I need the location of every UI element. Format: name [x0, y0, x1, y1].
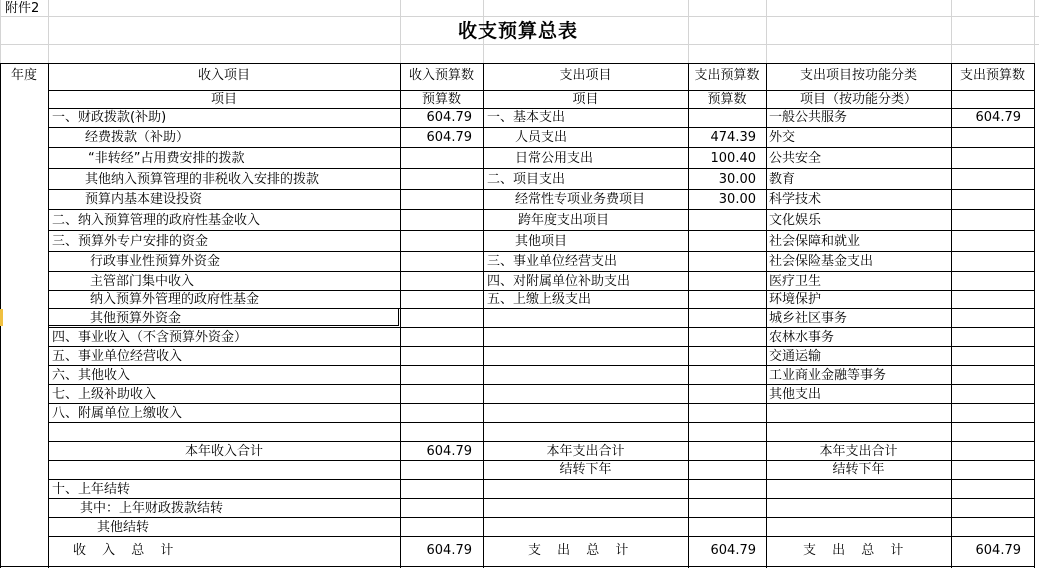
- table-border: [48, 384, 1035, 385]
- income-row-label: 三、预算外专户安排的资金: [52, 234, 209, 249]
- income-grand-total-value: 604.79: [426, 543, 472, 558]
- income-row-label: 预算内基本建设投资: [85, 192, 203, 207]
- func-row-label: 社会保险基金支出: [769, 254, 874, 269]
- func-row-label: 文化娱乐: [769, 213, 822, 228]
- subheader-expense-budget: 预算数: [707, 92, 747, 107]
- header-func-item: 支出项目按功能分类: [799, 68, 917, 83]
- subheader-expense-item: 项目: [572, 92, 599, 107]
- expense-row-label: 一、基本支出: [487, 110, 566, 125]
- func-row-label: 外交: [769, 130, 796, 145]
- table-border: [48, 441, 1035, 442]
- income-row-label: 其他预算外资金: [90, 311, 182, 326]
- expense-row-label: 其他项目: [515, 234, 568, 249]
- expense-grand-total-label: 支 出 总 计: [528, 543, 629, 558]
- expense-row-label: 四、对附属单位补助支出: [487, 274, 631, 289]
- income-year-total-label: 本年收入合计: [184, 444, 263, 459]
- func-row-label: 公共安全: [769, 151, 822, 166]
- income-row-label: 六、其他收入: [52, 368, 131, 383]
- header-func-budget: 支出预算数: [959, 68, 1025, 83]
- table-border: [766, 63, 767, 568]
- table-border: [48, 230, 1035, 231]
- table-border: [48, 536, 1035, 537]
- income-row-label: 七、上级补助收入: [52, 387, 157, 402]
- carryover-fiscal: 其中：上年财政拨款结转: [80, 501, 224, 516]
- expense-row-value: 474.39: [710, 130, 756, 145]
- table-border: [951, 63, 952, 568]
- expense-row-label: 人员支出: [515, 130, 568, 145]
- table-border: [48, 189, 1035, 190]
- expense-row-value: 100.40: [710, 151, 756, 166]
- expense-row-label: 二、项目支出: [487, 172, 566, 187]
- income-row-label: 主管部门集中收入: [90, 274, 195, 289]
- income-row-label: 经费拨款（补助）: [85, 130, 190, 145]
- func-row-label: 交通运输: [769, 349, 822, 364]
- income-year-total-value: 604.79: [426, 444, 472, 459]
- income-row-label: 一、财政拨款(补助): [52, 110, 167, 125]
- expense-grand-total-value: 604.79: [710, 543, 756, 558]
- income-row-value: 604.79: [426, 110, 472, 125]
- table-border: [48, 517, 1035, 518]
- income-row-label: “非转经”占用费安排的拨款: [88, 151, 245, 166]
- func-row-label: 城乡社区事务: [769, 311, 848, 326]
- income-row-label: 五、事业单位经营收入: [52, 349, 183, 364]
- func-carryforward-label: 结转下年: [832, 462, 885, 477]
- func-row-label: 科学技术: [769, 192, 822, 207]
- header-year: 年度: [10, 68, 37, 83]
- expense-carryforward-label: 结转下年: [559, 462, 612, 477]
- row-selection-marker: [0, 309, 3, 326]
- table-border: [0, 566, 1035, 567]
- expense-row-label: 经常性专项业务费项目: [515, 192, 646, 207]
- subheader-income-budget: 预算数: [421, 92, 461, 107]
- table-border: [0, 63, 1035, 64]
- subheader-income-item: 项目: [210, 92, 237, 107]
- expense-row-label: 三、事业单位经营支出: [487, 254, 618, 269]
- header-income-budget: 收入预算数: [408, 68, 474, 83]
- func-row-label: 一般公共服务: [769, 110, 848, 125]
- header-expense-budget: 支出预算数: [694, 68, 760, 83]
- func-row-label: 农林水事务: [769, 330, 835, 345]
- expense-row-label: 日常公用支出: [515, 151, 594, 166]
- expense-row-value: 30.00: [718, 172, 756, 187]
- table-border: [48, 498, 1035, 499]
- table-border: [48, 147, 1035, 148]
- expense-row-label: 跨年度支出项目: [518, 213, 610, 228]
- func-row-label: 其他支出: [769, 387, 822, 402]
- page-title: 收支预算总表: [457, 20, 578, 42]
- income-row-label: 其他纳入预算管理的非税收入安排的拨款: [85, 172, 320, 187]
- func-row-value: 604.79: [975, 110, 1021, 125]
- table-border: [48, 346, 1035, 347]
- income-row-value: 604.79: [426, 130, 472, 145]
- table-border: [48, 271, 1035, 272]
- func-grand-total-label: 支 出 总 计: [803, 543, 904, 558]
- func-year-total-label: 本年支出合计: [819, 444, 898, 459]
- income-grand-total-label: 收 入 总 计: [73, 543, 174, 558]
- subheader-func-item: 项目（按功能分类）: [799, 92, 917, 107]
- income-row-label: 八、附属单位上缴收入: [52, 406, 183, 421]
- table-border: [48, 365, 1035, 366]
- expense-row-label: 五、上缴上级支出: [487, 292, 592, 307]
- expense-year-total-label: 本年支出合计: [546, 444, 625, 459]
- carryover-last-year: 十、上年结转: [52, 482, 131, 497]
- header-expense-item: 支出项目: [559, 68, 612, 83]
- func-row-label: 社会保障和就业: [769, 234, 861, 249]
- income-row-label: 二、纳入预算管理的政府性基金收入: [52, 213, 261, 228]
- func-row-label: 医疗卫生: [769, 274, 822, 289]
- func-grand-total-value: 604.79: [975, 543, 1021, 558]
- income-row-label: 四、事业收入（不含预算外资金）: [52, 330, 248, 345]
- table-border: [1034, 63, 1035, 568]
- func-row-label: 环境保护: [769, 292, 822, 307]
- income-row-label: 行政事业性预算外资金: [90, 254, 221, 269]
- table-border: [48, 479, 1035, 480]
- table-border: [48, 168, 1035, 169]
- table-border: [48, 251, 1035, 252]
- income-row-label: 纳入预算外管理的政府性基金: [90, 292, 260, 307]
- func-row-label: 教育: [769, 172, 796, 187]
- table-border: [48, 127, 1035, 128]
- table-border: [48, 403, 1035, 404]
- attachment-label: 附件2: [5, 1, 40, 16]
- table-border: [483, 63, 484, 568]
- header-income-item: 收入项目: [197, 68, 250, 83]
- expense-row-value: 30.00: [718, 192, 756, 207]
- table-border: [48, 422, 1035, 423]
- table-border: [48, 209, 1035, 210]
- table-border: [48, 327, 1035, 328]
- func-row-label: 工业商业金融等事务: [769, 368, 887, 383]
- carryover-other: 其他结转: [97, 520, 150, 535]
